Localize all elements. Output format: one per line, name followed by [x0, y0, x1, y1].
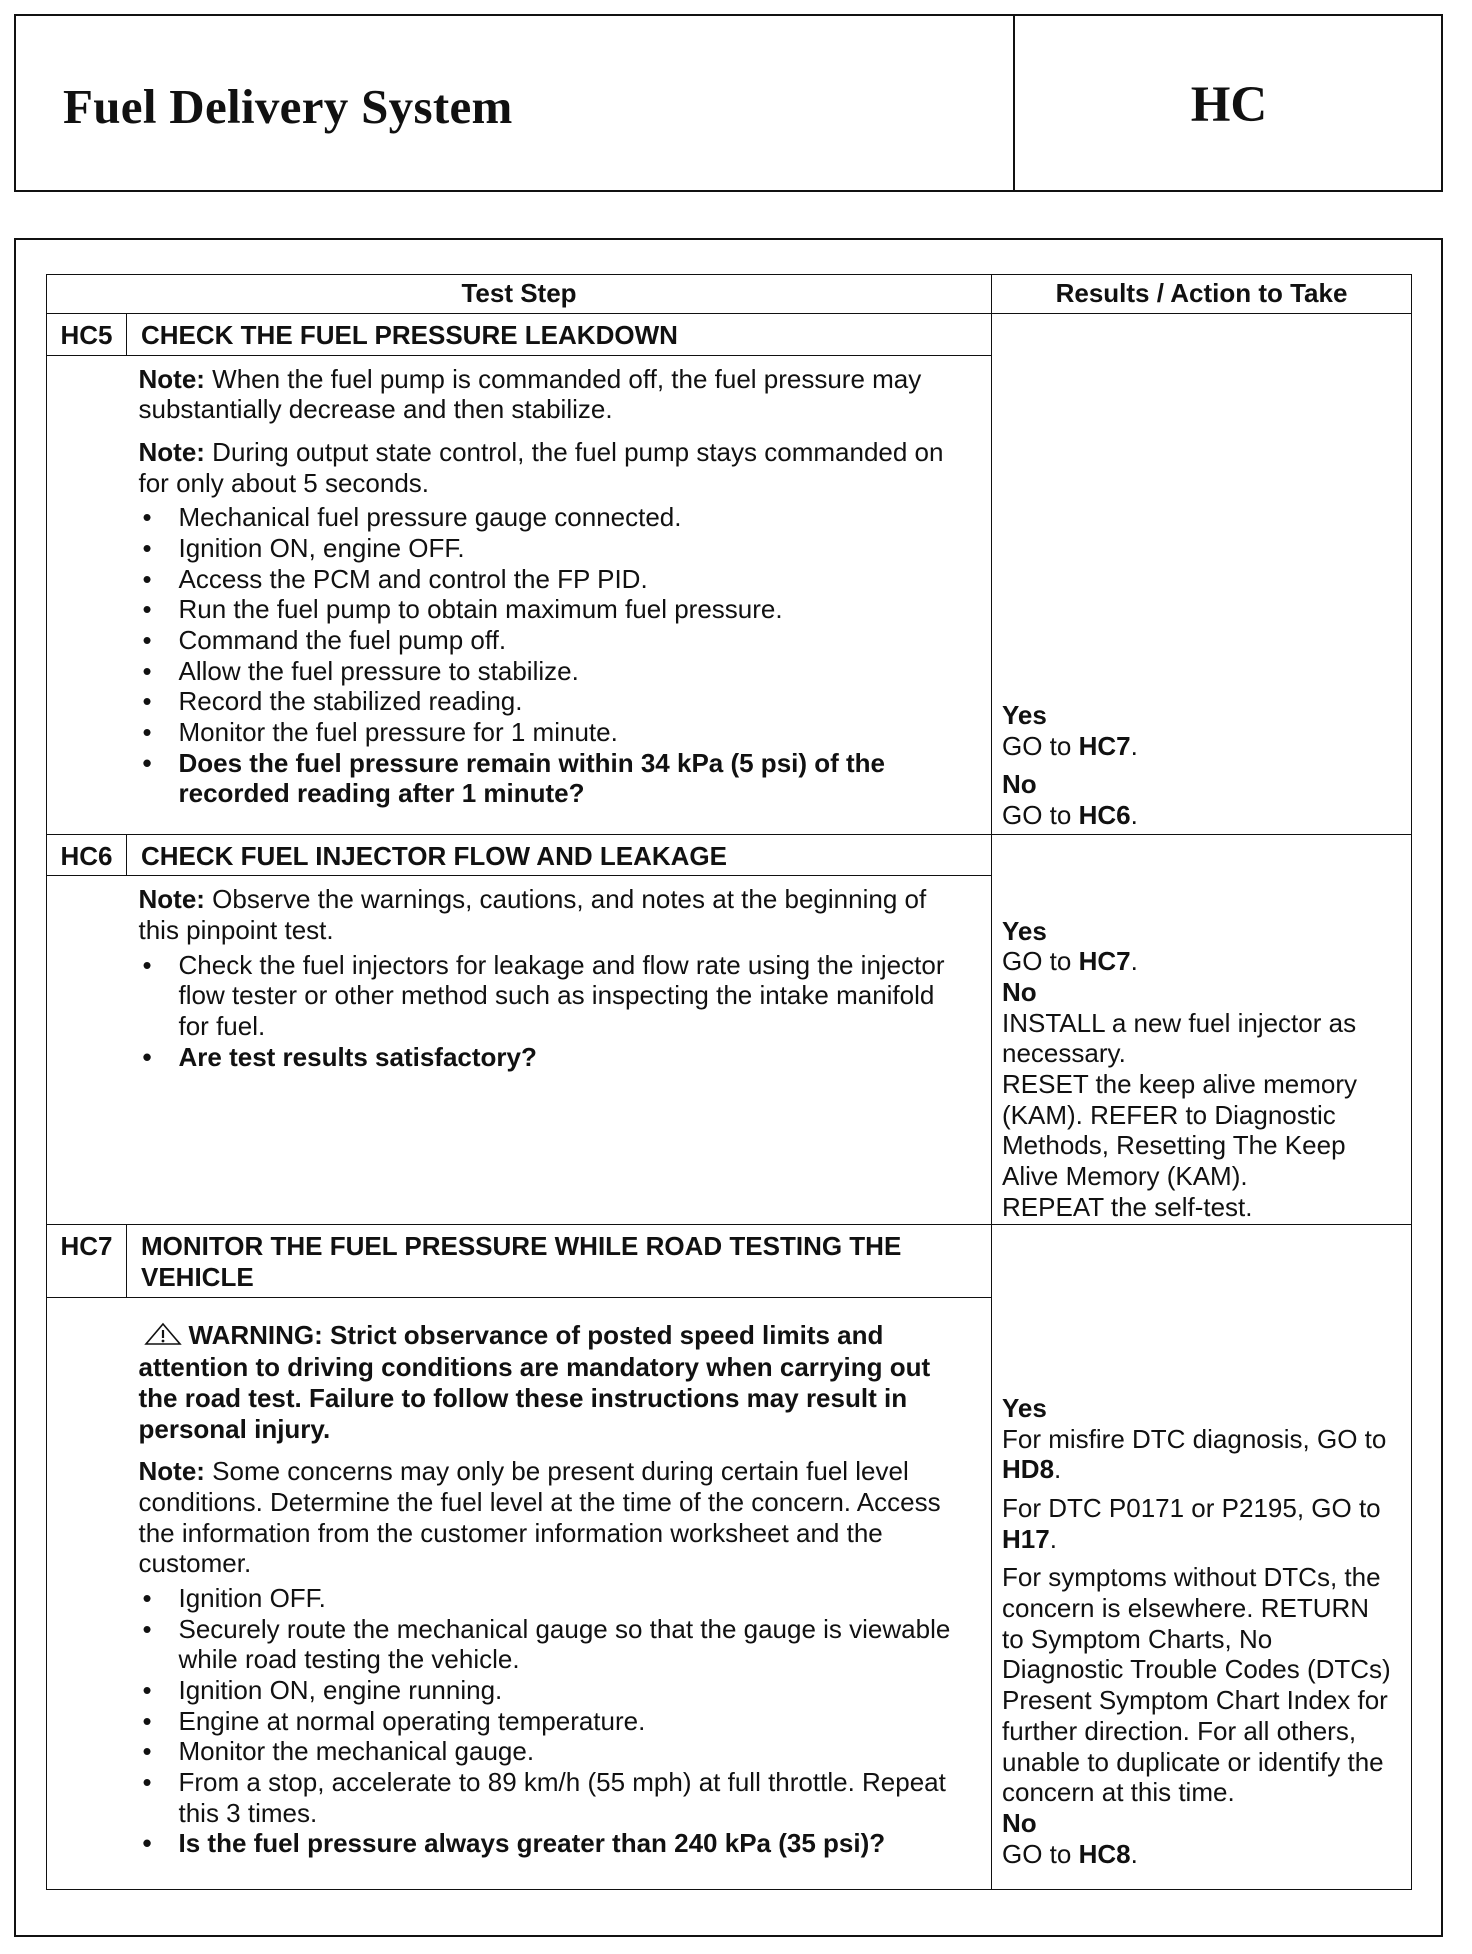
step-code: HC7: [47, 1225, 127, 1297]
section-code: HC: [1190, 77, 1268, 133]
bullet: •: [142, 533, 152, 564]
list-item-text: Access the PCM and control the FP PID.: [178, 563, 648, 594]
warning: [139, 1320, 962, 1445]
note-label: Note:: [138, 437, 205, 468]
step-title-row: [47, 314, 1412, 356]
list-item-text: Engine at normal operating temperature.: [178, 1705, 646, 1736]
list-item-text: Mechanical fuel pressure gauge connected.: [178, 502, 682, 533]
bullet: •: [142, 747, 152, 778]
step-title-row: [47, 834, 1412, 876]
note-label: Note:: [138, 363, 205, 394]
goto-target: HD8: [1002, 1454, 1055, 1485]
pinpoint-test-table: [46, 274, 1412, 1890]
list-item-text: Allow the fuel pressure to stabilize.: [178, 655, 579, 686]
list-item: [139, 1736, 962, 1767]
step-results: [992, 314, 1412, 835]
list-item: [139, 502, 962, 533]
question-item: [139, 748, 962, 809]
bullet: •: [142, 563, 152, 594]
note: [139, 1456, 962, 1579]
bullet: •: [142, 686, 152, 717]
goto-target: H17: [1002, 1523, 1050, 1554]
list-item: [139, 1583, 962, 1614]
step-results: [992, 834, 1412, 1225]
column-header-test-step: Test Step: [47, 275, 992, 314]
list-item: [139, 564, 962, 595]
list-item-text: From a stop, accelerate to 89 km/h (55 mph) at full throttle. Repeat this 3 times.: [178, 1767, 946, 1828]
bullet: •: [142, 594, 152, 625]
bullet: •: [142, 717, 152, 748]
goto-text: GO to: [1002, 1838, 1079, 1869]
bullet: •: [142, 1736, 152, 1767]
step-list: [139, 950, 962, 1073]
goto-text: For misfire DTC diagnosis, GO to: [1002, 1423, 1387, 1454]
step-title: CHECK THE FUEL PRESSURE LEAKDOWN: [127, 314, 992, 356]
list-item-text: Check the fuel injectors for leakage and flow rate using the injector flow tester or other method such as inspecting the intake manifold for fuel.: [178, 949, 945, 1041]
goto-text: GO to: [1002, 799, 1079, 830]
step-list: [139, 1583, 962, 1859]
goto-target: HC7: [1078, 946, 1131, 977]
note: [139, 364, 962, 425]
bullet: •: [142, 655, 152, 686]
goto-target: HC6: [1078, 799, 1131, 830]
result-yes-action: GO to HC7.: [1002, 946, 1138, 977]
step-body: [127, 355, 992, 834]
note-label: Note:: [138, 884, 205, 915]
result-yes-label: Yes: [1002, 915, 1047, 946]
list-item-text: Run the fuel pump to obtain maximum fuel pressure.: [178, 594, 783, 625]
column-header-results: Results / Action to Take: [992, 275, 1412, 314]
bullet: •: [142, 1613, 152, 1644]
step-body: [127, 1297, 992, 1889]
goto-text: GO to: [1002, 946, 1079, 977]
table-header-row: [47, 275, 1412, 314]
list-item: [139, 594, 962, 625]
list-item: [139, 1706, 962, 1737]
list-item: [139, 950, 962, 1042]
step-title: CHECK FUEL INJECTOR FLOW AND LEAKAGE: [127, 834, 992, 876]
result-yes-label: Yes: [1002, 699, 1047, 730]
warning-text: WARNING: Strict observance of posted speed limits and attention to driving conditions are mandatory when carrying out the road test. Failure to follow these instructions may result in personal injury.: [138, 1319, 931, 1444]
list-item-text: Monitor the fuel pressure for 1 minute.: [178, 717, 618, 748]
bullet: •: [142, 949, 152, 980]
step-title: MONITOR THE FUEL PRESSURE WHILE ROAD TESTING THE VEHICLE: [127, 1225, 992, 1297]
step-results: [992, 1225, 1412, 1890]
list-item-text: Ignition ON, engine OFF.: [178, 533, 465, 564]
bullet: •: [142, 1041, 152, 1072]
note: [139, 437, 962, 498]
step-code: HC6: [47, 834, 127, 876]
list-item-text: Command the fuel pump off.: [178, 625, 507, 656]
bullet: •: [142, 1583, 152, 1614]
page-title: Fuel Delivery System: [63, 79, 513, 134]
list-item-text: Ignition ON, engine running.: [178, 1675, 503, 1706]
list-item-text: Does the fuel pressure remain within 34 kPa (5 psi) of the recorded reading after 1 minute?: [178, 747, 886, 809]
step-body: [127, 876, 992, 1225]
result-no-action: GO to HC8.: [1002, 1838, 1138, 1869]
note-text: Some concerns may only be present during certain fuel level conditions. Determine the fuel level at the time of the concern. Access the information from the customer information worksheet and the customer.: [138, 1456, 941, 1579]
goto-text: For DTC P0171 or P2195, GO to: [1002, 1493, 1381, 1524]
question-item: [139, 1828, 962, 1859]
result-yes-action: For DTC P0171 or P2195, GO to H17.: [1002, 1493, 1381, 1554]
result-yes-action: For misfire DTC diagnosis, GO to HD8.: [1002, 1423, 1387, 1485]
result-yes-action: For symptoms without DTCs, the concern is elsewhere. RETURN to Symptom Charts, No Diagnostic Trouble Codes (DTCs) Present Symptom Chart Index for further direction. For all others, unable to duplicate or identify the concern at this time.: [1002, 1562, 1391, 1808]
list-item: [139, 686, 962, 717]
list-item: [139, 656, 962, 687]
step-list: [139, 502, 962, 809]
list-item: [139, 1675, 962, 1706]
bullet: •: [142, 1705, 152, 1736]
list-item-text: Is the fuel pressure always greater than 240 kPa (35 psi)?: [178, 1828, 886, 1859]
list-item-text: Monitor the mechanical gauge.: [178, 1736, 535, 1767]
note-text: During output state control, the fuel pump stays commanded on for only about 5 seconds.: [138, 437, 944, 498]
list-item-text: Record the stabilized reading.: [178, 686, 523, 717]
result-no-action: RESET the keep alive memory (KAM). REFER to Diagnostic Methods, Resetting The Keep Alive Memory (KAM).: [1002, 1068, 1358, 1191]
result-yes-action: GO to HC7.: [1002, 730, 1138, 761]
list-item: [139, 625, 962, 656]
bullet: •: [142, 625, 152, 656]
list-item: [139, 533, 962, 564]
goto-text: GO to: [1002, 730, 1079, 761]
header-box: [14, 14, 1443, 192]
bullet: •: [142, 1675, 152, 1706]
list-item: [139, 1767, 962, 1828]
result-no-label: No: [1002, 976, 1037, 1007]
list-item-text: Ignition OFF.: [178, 1583, 326, 1614]
code-spacer: [47, 876, 127, 1225]
bullet: •: [142, 1767, 152, 1798]
question-item: [139, 1042, 962, 1073]
result-no-action: GO to HC6.: [1002, 799, 1138, 830]
list-item: [139, 1614, 962, 1675]
goto-target: HC7: [1078, 730, 1131, 761]
result-no-label: No: [1002, 769, 1037, 800]
note-label: Note:: [138, 1456, 205, 1487]
note: [139, 884, 962, 945]
result-no-action: REPEAT the self-test.: [1002, 1191, 1253, 1222]
warning-triangle-icon: [143, 1322, 183, 1353]
list-item-text: Are test results satisfactory?: [178, 1041, 537, 1072]
list-item: [139, 717, 962, 748]
code-spacer: [47, 1297, 127, 1889]
result-no-label: No: [1002, 1807, 1037, 1838]
step-code: HC5: [47, 314, 127, 356]
bullet: •: [142, 502, 152, 533]
note-text: When the fuel pump is commanded off, the fuel pressure may substantially decrease and then stabilize.: [138, 363, 922, 425]
list-item-text: Securely route the mechanical gauge so that the gauge is viewable while road testing the vehicle.: [178, 1613, 951, 1675]
result-yes-label: Yes: [1002, 1393, 1047, 1424]
note-text: Observe the warnings, cautions, and notes at the beginning of this pinpoint test.: [138, 884, 927, 945]
result-no-action: INSTALL a new fuel injector as necessary.: [1002, 1007, 1357, 1069]
bullet: •: [142, 1828, 152, 1859]
step-title-row: [47, 1225, 1412, 1297]
code-spacer: [47, 355, 127, 834]
goto-target: HC8: [1078, 1838, 1131, 1869]
